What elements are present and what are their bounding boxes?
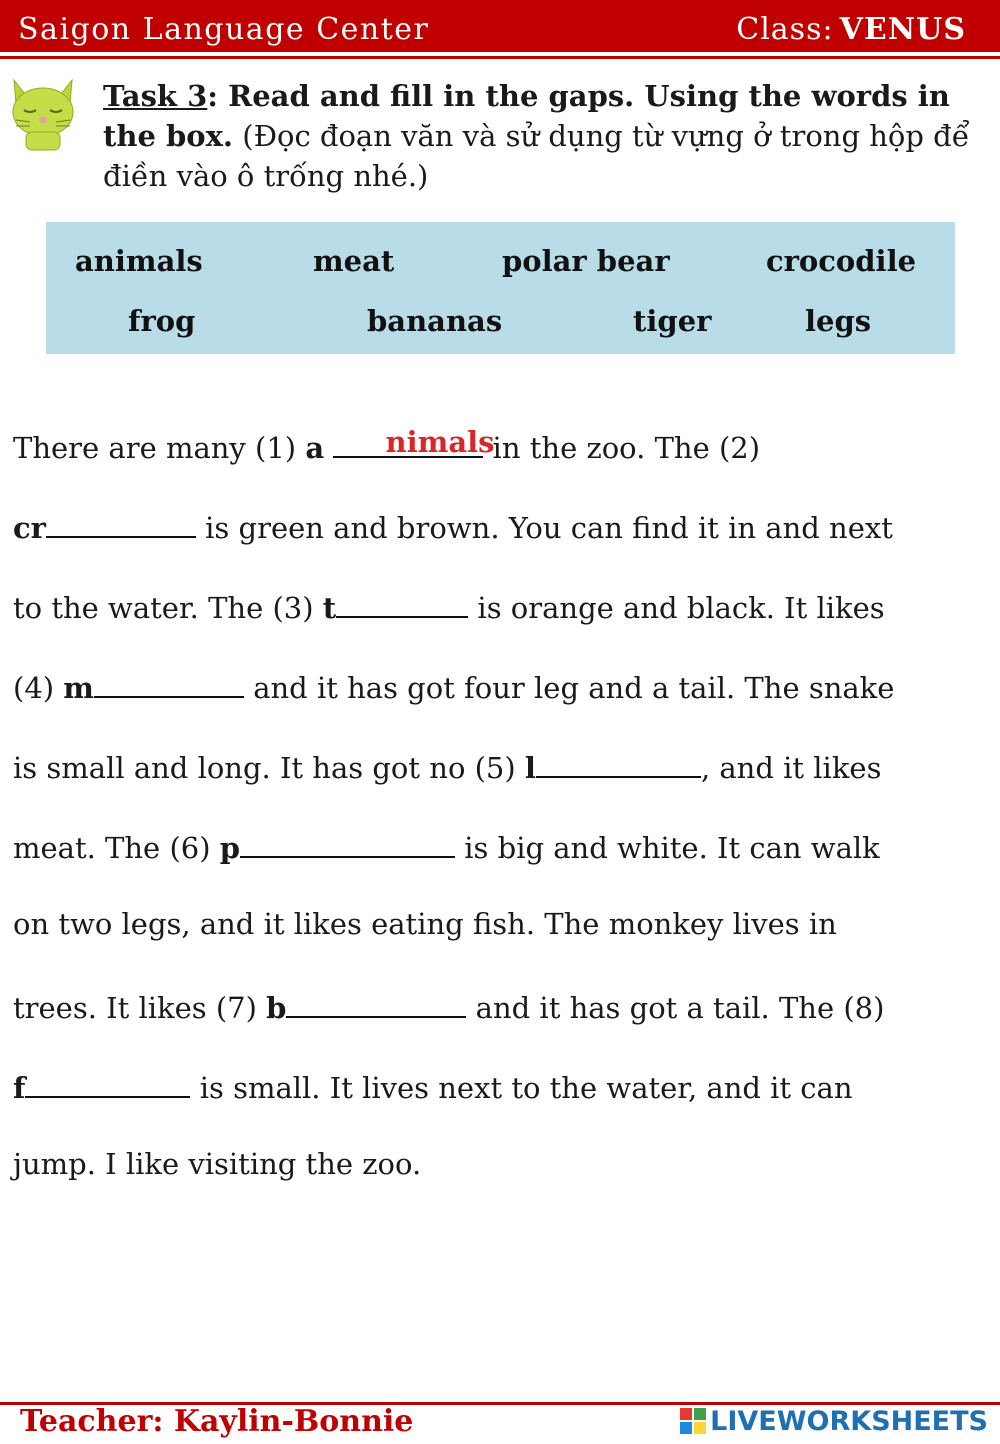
blank-hint: b bbox=[266, 991, 287, 1025]
task-label: Task 3 bbox=[103, 79, 208, 113]
word-box-item: meat bbox=[313, 244, 395, 278]
passage-text: on two legs, and it likes eating fish. The monkey lives in bbox=[13, 907, 837, 941]
blank-5-input[interactable] bbox=[536, 740, 701, 778]
passage-text: (4) bbox=[13, 671, 64, 705]
blank-6-input[interactable] bbox=[240, 820, 455, 858]
blank-hint: f bbox=[13, 1071, 26, 1105]
passage-text: and it has got a tail. The (8) bbox=[466, 991, 885, 1025]
word-box-item: frog bbox=[128, 304, 196, 338]
passage-text: meat. The (6) bbox=[13, 831, 220, 865]
passage-text: There are many (1) bbox=[13, 431, 306, 465]
passage-line bbox=[13, 500, 988, 580]
blank-7-input[interactable] bbox=[286, 980, 466, 1018]
passage-line bbox=[13, 1060, 988, 1140]
passage-line bbox=[13, 980, 988, 1060]
passage-line bbox=[13, 580, 988, 660]
word-box bbox=[46, 222, 955, 354]
passage-text: trees. It likes (7) bbox=[13, 991, 267, 1025]
passage-line bbox=[13, 740, 988, 820]
passage-line bbox=[13, 420, 988, 500]
class-label bbox=[736, 12, 966, 47]
passage-text: is green and brown. You can find it in and next bbox=[195, 511, 893, 545]
passage-text: is small. It lives next to the water, and it can bbox=[190, 1071, 853, 1105]
passage-line bbox=[13, 820, 988, 900]
class-label-text: Class: bbox=[736, 12, 834, 47]
blank-hint: p bbox=[219, 831, 241, 865]
liveworksheets-logo-icon bbox=[680, 1408, 706, 1434]
task-subtitle: (Đọc đoạn văn và sử dụng từ vựng ở trong hộp để điền vào ô trống nhé.) bbox=[103, 119, 970, 193]
passage-line bbox=[13, 660, 988, 740]
blank-hint: t bbox=[322, 591, 337, 625]
word-box-item: bananas bbox=[367, 304, 503, 338]
word-box-item: crocodile bbox=[766, 244, 917, 278]
class-value: VENUS bbox=[839, 12, 966, 47]
cat-mascot-icon bbox=[8, 76, 78, 152]
word-box-item: animals bbox=[75, 244, 203, 278]
passage-text: jump. I like visiting the zoo. bbox=[13, 1147, 422, 1181]
blank-3-input[interactable] bbox=[336, 580, 468, 618]
passage-line bbox=[13, 1140, 988, 1220]
page-header bbox=[0, 0, 1000, 58]
blank-hint: cr bbox=[13, 511, 46, 545]
liveworksheets-brand[interactable] bbox=[680, 1404, 988, 1438]
passage-text: in the zoo. The (2) bbox=[483, 431, 761, 465]
task-instructions bbox=[103, 76, 983, 196]
passage-text: , and it likes bbox=[700, 751, 882, 785]
passage-text: is orange and black. It likes bbox=[468, 591, 885, 625]
word-box-item: tiger bbox=[633, 304, 712, 338]
blank-4-input[interactable] bbox=[94, 660, 244, 698]
brand-text: LIVEWORKSHEETS bbox=[710, 1405, 988, 1437]
header-rule bbox=[0, 56, 1000, 59]
blank-8-input[interactable] bbox=[25, 1060, 190, 1098]
word-box-item: legs bbox=[805, 304, 872, 338]
passage-text: to the water. The (3) bbox=[13, 591, 323, 625]
teacher-name: Teacher: Kaylin-Bonnie bbox=[20, 1404, 414, 1439]
passage-text: is small and long. It has got no (5) bbox=[13, 751, 525, 785]
blank-2-input[interactable] bbox=[46, 500, 196, 538]
center-name: Saigon Language Center bbox=[18, 12, 430, 47]
task-title: : Read and fill in the gaps. Using the words in the box. bbox=[103, 79, 950, 153]
passage-text: and it has got four leg and a tail. The snake bbox=[243, 671, 895, 705]
passage-line bbox=[13, 900, 988, 980]
word-box-item: polar bear bbox=[502, 244, 670, 278]
reading-passage bbox=[13, 420, 988, 1220]
passage-text: is big and white. It can walk bbox=[455, 831, 880, 865]
answer-1[interactable]: nimals bbox=[385, 425, 495, 459]
blank-hint: m bbox=[63, 671, 94, 705]
blank-hint: a bbox=[305, 431, 325, 465]
blank-hint: l bbox=[524, 751, 536, 785]
